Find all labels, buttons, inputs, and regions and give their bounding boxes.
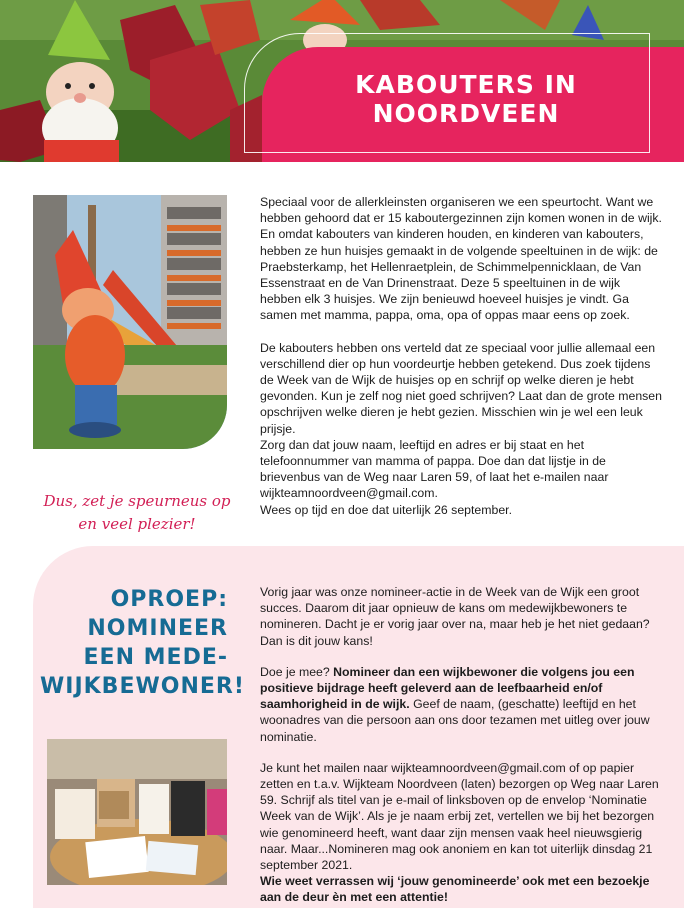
doe-mee-rest: Geef de naam, (geschatte) leeftijd en het woonadres van die persoon aan ons door tezamen met uitleg over jouw nominatie. <box>260 697 650 744</box>
paragraph-dieren: De kabouters hebben ons verteld dat ze speciaal voor jullie allemaal een verschillend dier op hun voordeurtje hebben getekend. Dus zoek tijdens de Week van de Wijk de huisjes op en schrijf op welke dieren je hebt gevonden. Kun je zelf nog niet goed schrijven? Laat dan de grote mensen opschrijven welke dieren je hebt gezien. Misschien win je wel een leuk prijsje. <box>260 340 662 436</box>
nomination-text <box>260 584 670 921</box>
photo-caption: Dus, zet je speurneus op en veel plezier! <box>43 492 231 533</box>
paragraph-vorig-jaar: Vorig jaar was onze nomineer-actie in de Week van de Wijk een groot succes. Daarom dit jaar opnieuw de kans om medewijkbewoners te nomineren. Dacht je er vorig jaar over na, maar heb je het niet gedaan? Dan is dit jouw kans! <box>260 585 650 648</box>
paragraph-inleveren: Zorg dan dat jouw naam, leeftijd en adres er bij staat en het telefoonnummer van mamma of pappa. Doe dan dat lijstje in de brievenbus van de Weg naar Laren 59, of laat het e-mailen naar wijkteamnoordveen@gmail.com. <box>260 437 609 501</box>
gift-bags-photo <box>47 739 227 885</box>
paragraph-doe-mee <box>260 664 670 745</box>
speurtocht-text <box>260 194 662 534</box>
doe-mee-bold: Nomineer dan een wijkbewoner die volgens jou een positieve bijdrage heeft geleverd aan de leefbaarheid en/of saamhorigheid in de wijk. <box>260 664 635 712</box>
paragraph-verrassen: Wie weet verrassen wij ‘jouw genomineerde’ ook met een bezoekje aan de deur èn met een attentie! <box>260 874 650 905</box>
paragraph-intro: Speciaal voor de allerkleinsten organiseren we een speurtocht. Want we hebben gehoord dat er 15 kaboutergezinnen zijn komen wonen in de wijk. En omdat kabouters van kinderen houden, en kinderen van kabouters, hebben ze hun huisjes gemaakt in de volgende speeltuinen in de wijk: de Praebsterkamp, het Hellenraetplein, de Schimmelpennicklaan, de Van Essenstraat en de Van Drinenstraat. Deze 5 speeltuinen in de wijk hebben elk 3 huisjes. We zijn benieuwd hoeveel huisjes je vindt. Ga samen met mamma, pappa, oma, opa of oppas maar eens op zoek. <box>260 195 662 323</box>
hero-banner <box>0 0 684 162</box>
page-title: KABOUTERS IN NOORDVEEN <box>355 70 577 128</box>
paragraph-deadline: Wees op tijd en doe dat uiterlijk 26 september. <box>260 502 513 517</box>
gnome-playground-photo <box>33 195 227 449</box>
paragraph-mailen: Je kunt het mailen naar wijkteamnoordveen@gmail.com of op papier zetten en t.a.v. Wijkteam Noordveen (laten) bezorgen op Weg naar Laren 59. Schrijf als titel van je e-mail of linksboven op de envelop ‘Nominatie Week van de Wijk’. Als je je naam erbij zet, vertellen we bij het bezorgen wie genomineerd heeft, want daar zijn mensen vaak heel nieuwsgierig naar. Maar...Nomineren mag ook anoniem en kan tot uiterlijk dinsdag 21 september 2021. <box>260 760 659 873</box>
doe-mee-intro: Doe je mee? <box>260 664 334 679</box>
section-title-oproep: OPROEP: NOMINEER EEN MEDE-WIJKBEWONER! <box>40 587 245 699</box>
